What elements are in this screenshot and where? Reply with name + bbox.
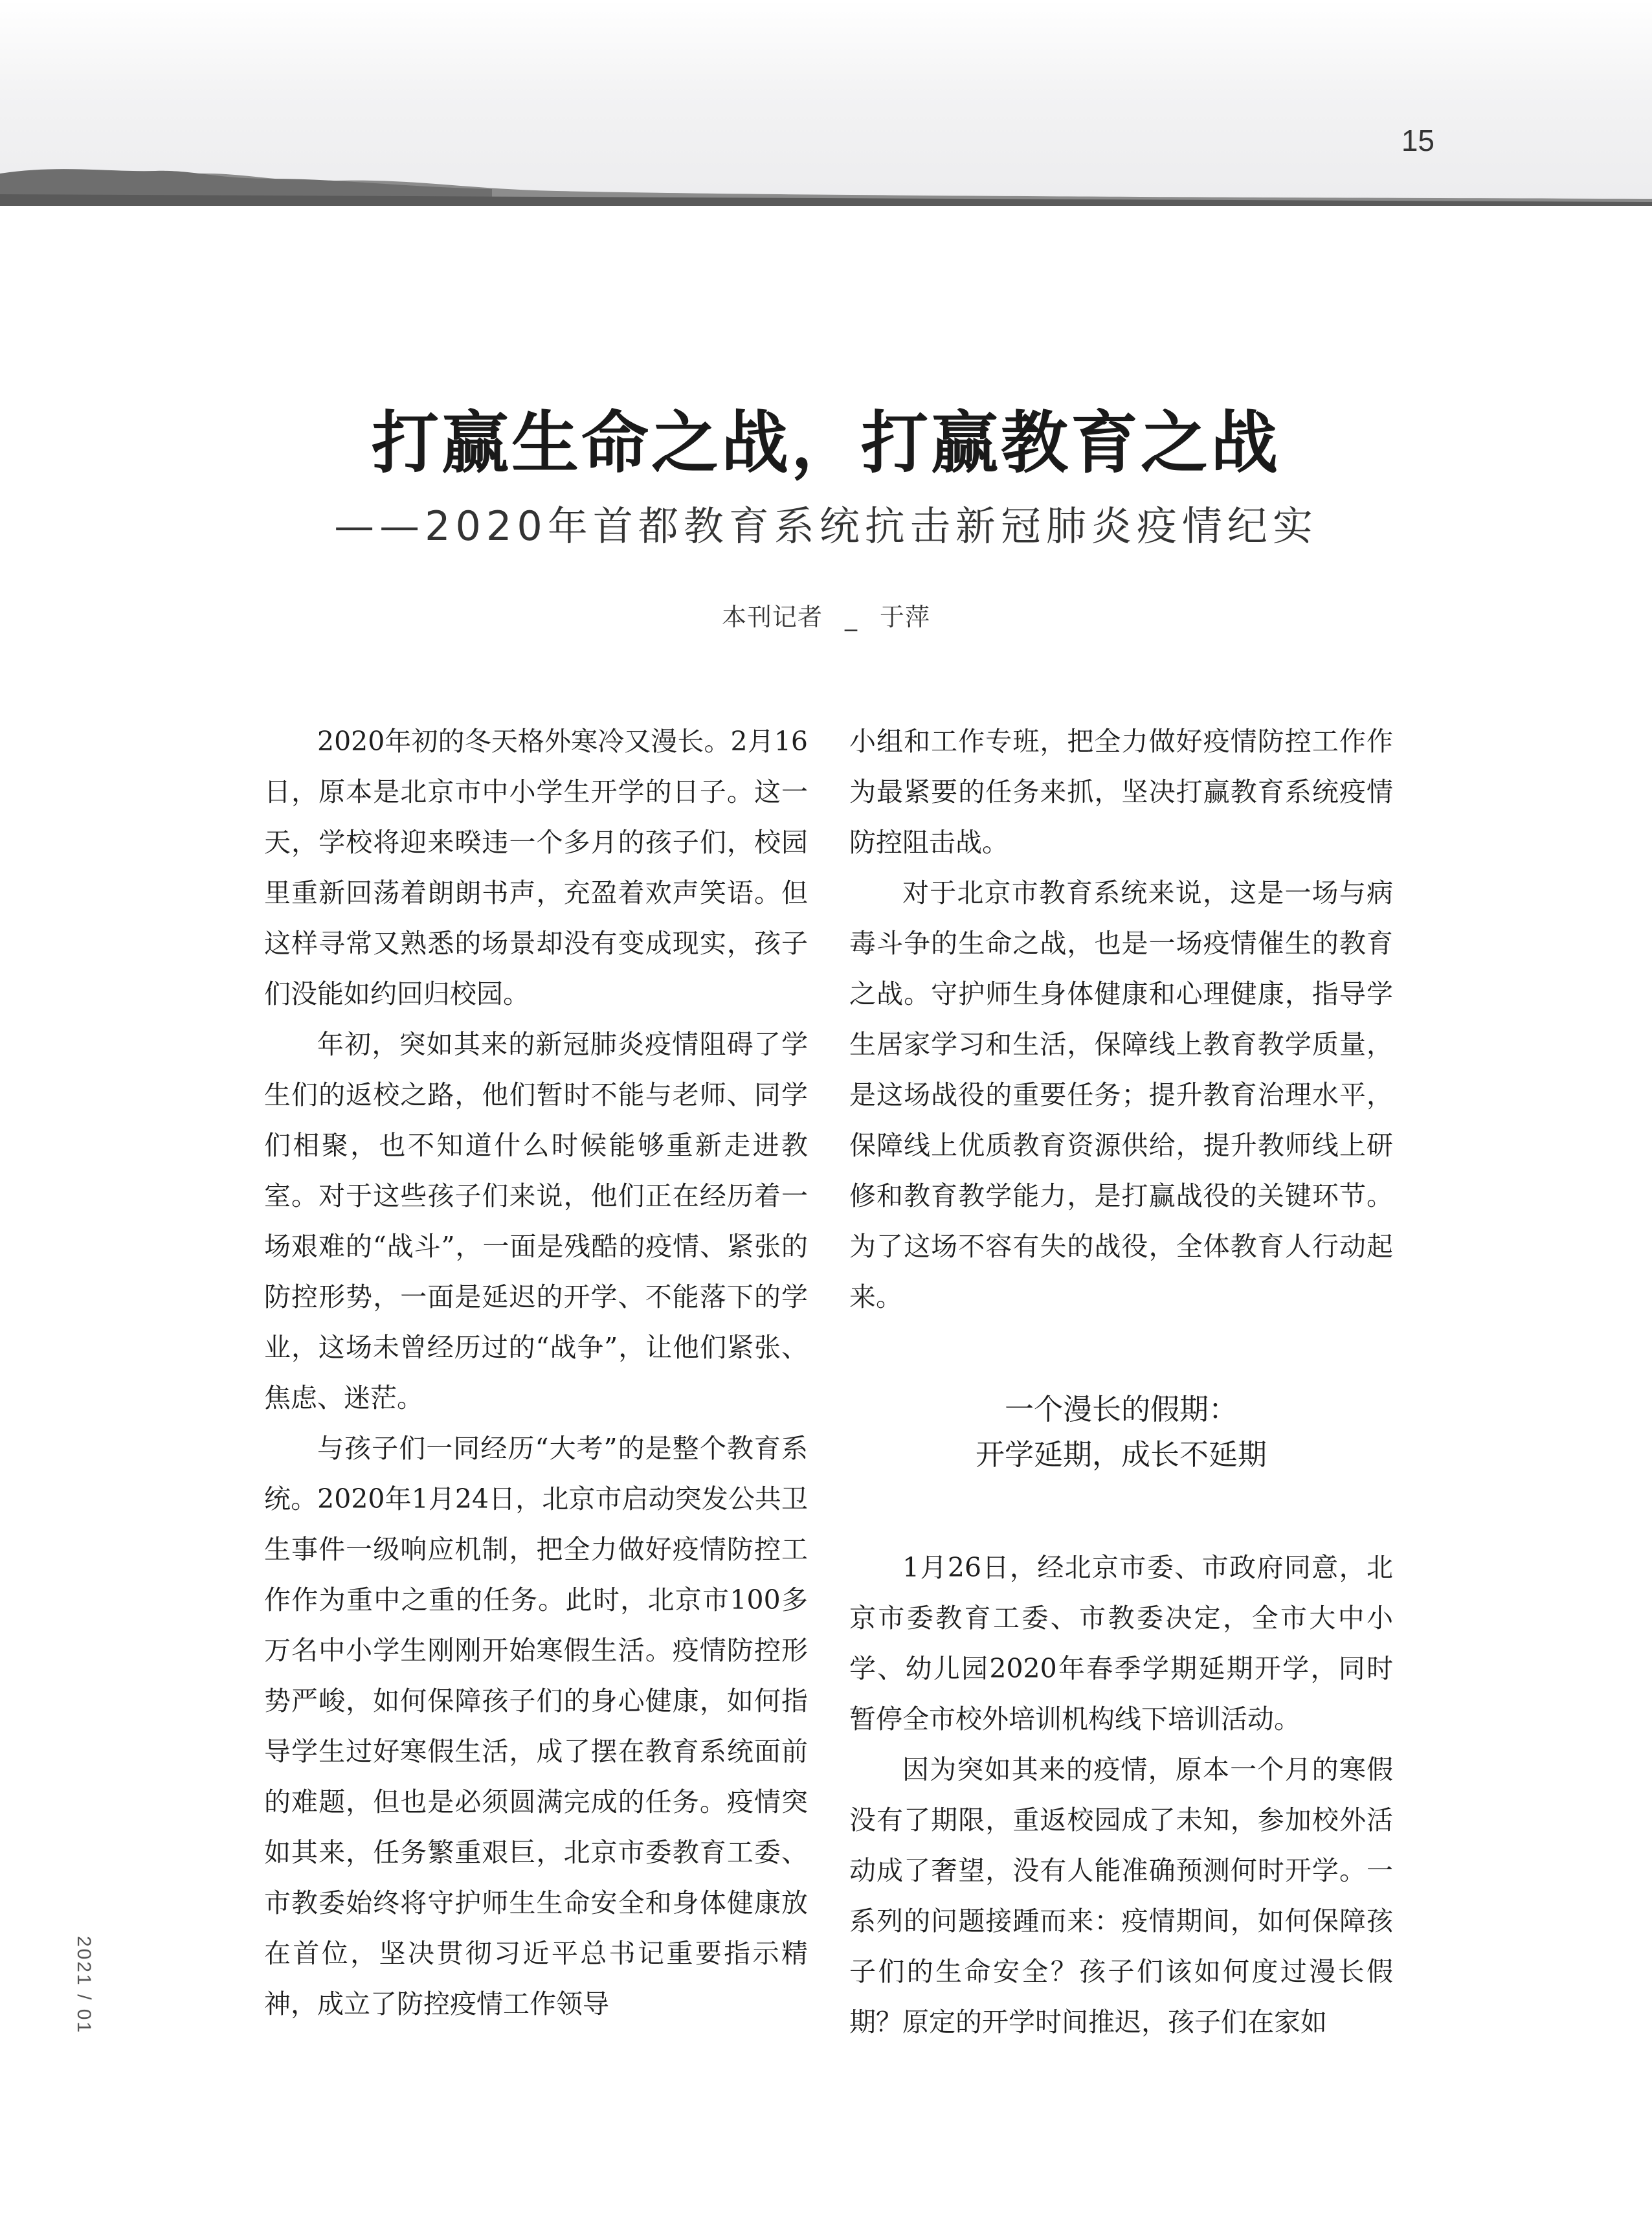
byline-author: 于萍 — [880, 603, 931, 631]
paragraph-continuation: 小组和工作专班，把全力做好疫情防控工作作为最紧要的任务来抓，坚决打赢教育系统疫情防控阻击战。 — [849, 726, 1393, 858]
left-column — [264, 716, 808, 2029]
paragraph: 对于北京市教育系统来说，这是一场与病毒斗争的生命之战，也是一场疫情催生的教育之战。守护师生身体健康和心理健康，指导学生居家学习和生活，保障线上教育教学质量，是这场战役的重要任务；提升教育治理水平，保障线上优质教育资源供给，提升教师线上研修和教育教学能力，是打赢战役的关键环节。为了这场不容有失的战役，全体教育人行动起来。 — [849, 877, 1393, 1312]
byline-separator: _ — [845, 603, 858, 631]
mountain-silhouette-graphic — [0, 0, 1652, 206]
section-heading-line-1: 一个漫长的假期： — [1004, 1392, 1238, 1426]
paragraph: 2020年初的冬天格外寒冷又漫长。2月16日，原本是北京市中小学生开学的日子。这一天，学校将迎来暌违一个多月的孩子们，校园里重新回荡着朗朗书声，充盈着欢声笑语。但这样寻常又熟悉的场景却没有变成现实，孩子们没能如约回归校园。 — [264, 726, 808, 1009]
section-heading — [849, 1387, 1393, 1478]
article-subtitle: ——2020年首都教育系统抗击新冠肺炎疫情纪实 — [334, 502, 1318, 550]
byline — [0, 597, 1652, 633]
paragraph: 年初，突如其来的新冠肺炎疫情阻碍了学生们的返校之路，他们暂时不能与老师、同学们相聚，也不知道什么时候能够重新走进教室。对于这些孩子们来说，他们正在经历着一场艰难的“战斗”，一面是残酷的疫情、紧张的防控形势，一面是延迟的开学、不能落下的学业，这场未曾经历过的“战争”，让他们紧张、焦虑、迷茫。 — [264, 1029, 808, 1413]
page-number: 15 — [1401, 124, 1434, 157]
paragraph: 1月26日，经北京市委、市政府同意，北京市委教育工委、市教委决定，全市大中小学、幼儿园2020年春季学期延期开学，同时暂停全市校外培训机构线下培训活动。 — [849, 1552, 1393, 1735]
paragraph: 因为突如其来的疫情，原本一个月的寒假没有了期限，重返校园成了未知，参加校外活动成了奢望，没有人能准确预测何时开学。一系列的问题接踵而来：疫情期间，如何保障孩子们的生命安全？孩子们该如何度过漫长假期？原定的开学时间推迟，孩子们在家如 — [849, 1754, 1393, 2038]
section-heading-line-2: 开学延期，成长不延期 — [975, 1437, 1267, 1472]
right-column — [849, 716, 1393, 2047]
article-title: 打赢生命之战，打赢教育之战 — [371, 403, 1280, 482]
byline-role: 本刊记者 — [721, 603, 823, 631]
paragraph: 与孩子们一同经历“大考”的是整个教育系统。2020年1月24日，北京市启动突发公共卫生事件一级响应机制，把全力做好疫情防控工作作为重中之重的任务。此时，北京市100多万名中小学生刚刚开始寒假生活。疫情防控形势严峻，如何保障孩子们的身心健康，如何指导学生过好寒假生活，成了摆在教育系统面前的难题，但也是必须圆满完成的任务。疫情突如其来，任务繁重艰巨，北京市委教育工委、市教委始终将守护师生生命安全和身体健康放在首位，坚决贯彻习近平总书记重要指示精神，成立了防控疫情工作领导 — [264, 1433, 808, 2019]
issue-date-vertical: 2021 / 01 — [73, 1936, 95, 2035]
header-band — [0, 0, 1652, 206]
